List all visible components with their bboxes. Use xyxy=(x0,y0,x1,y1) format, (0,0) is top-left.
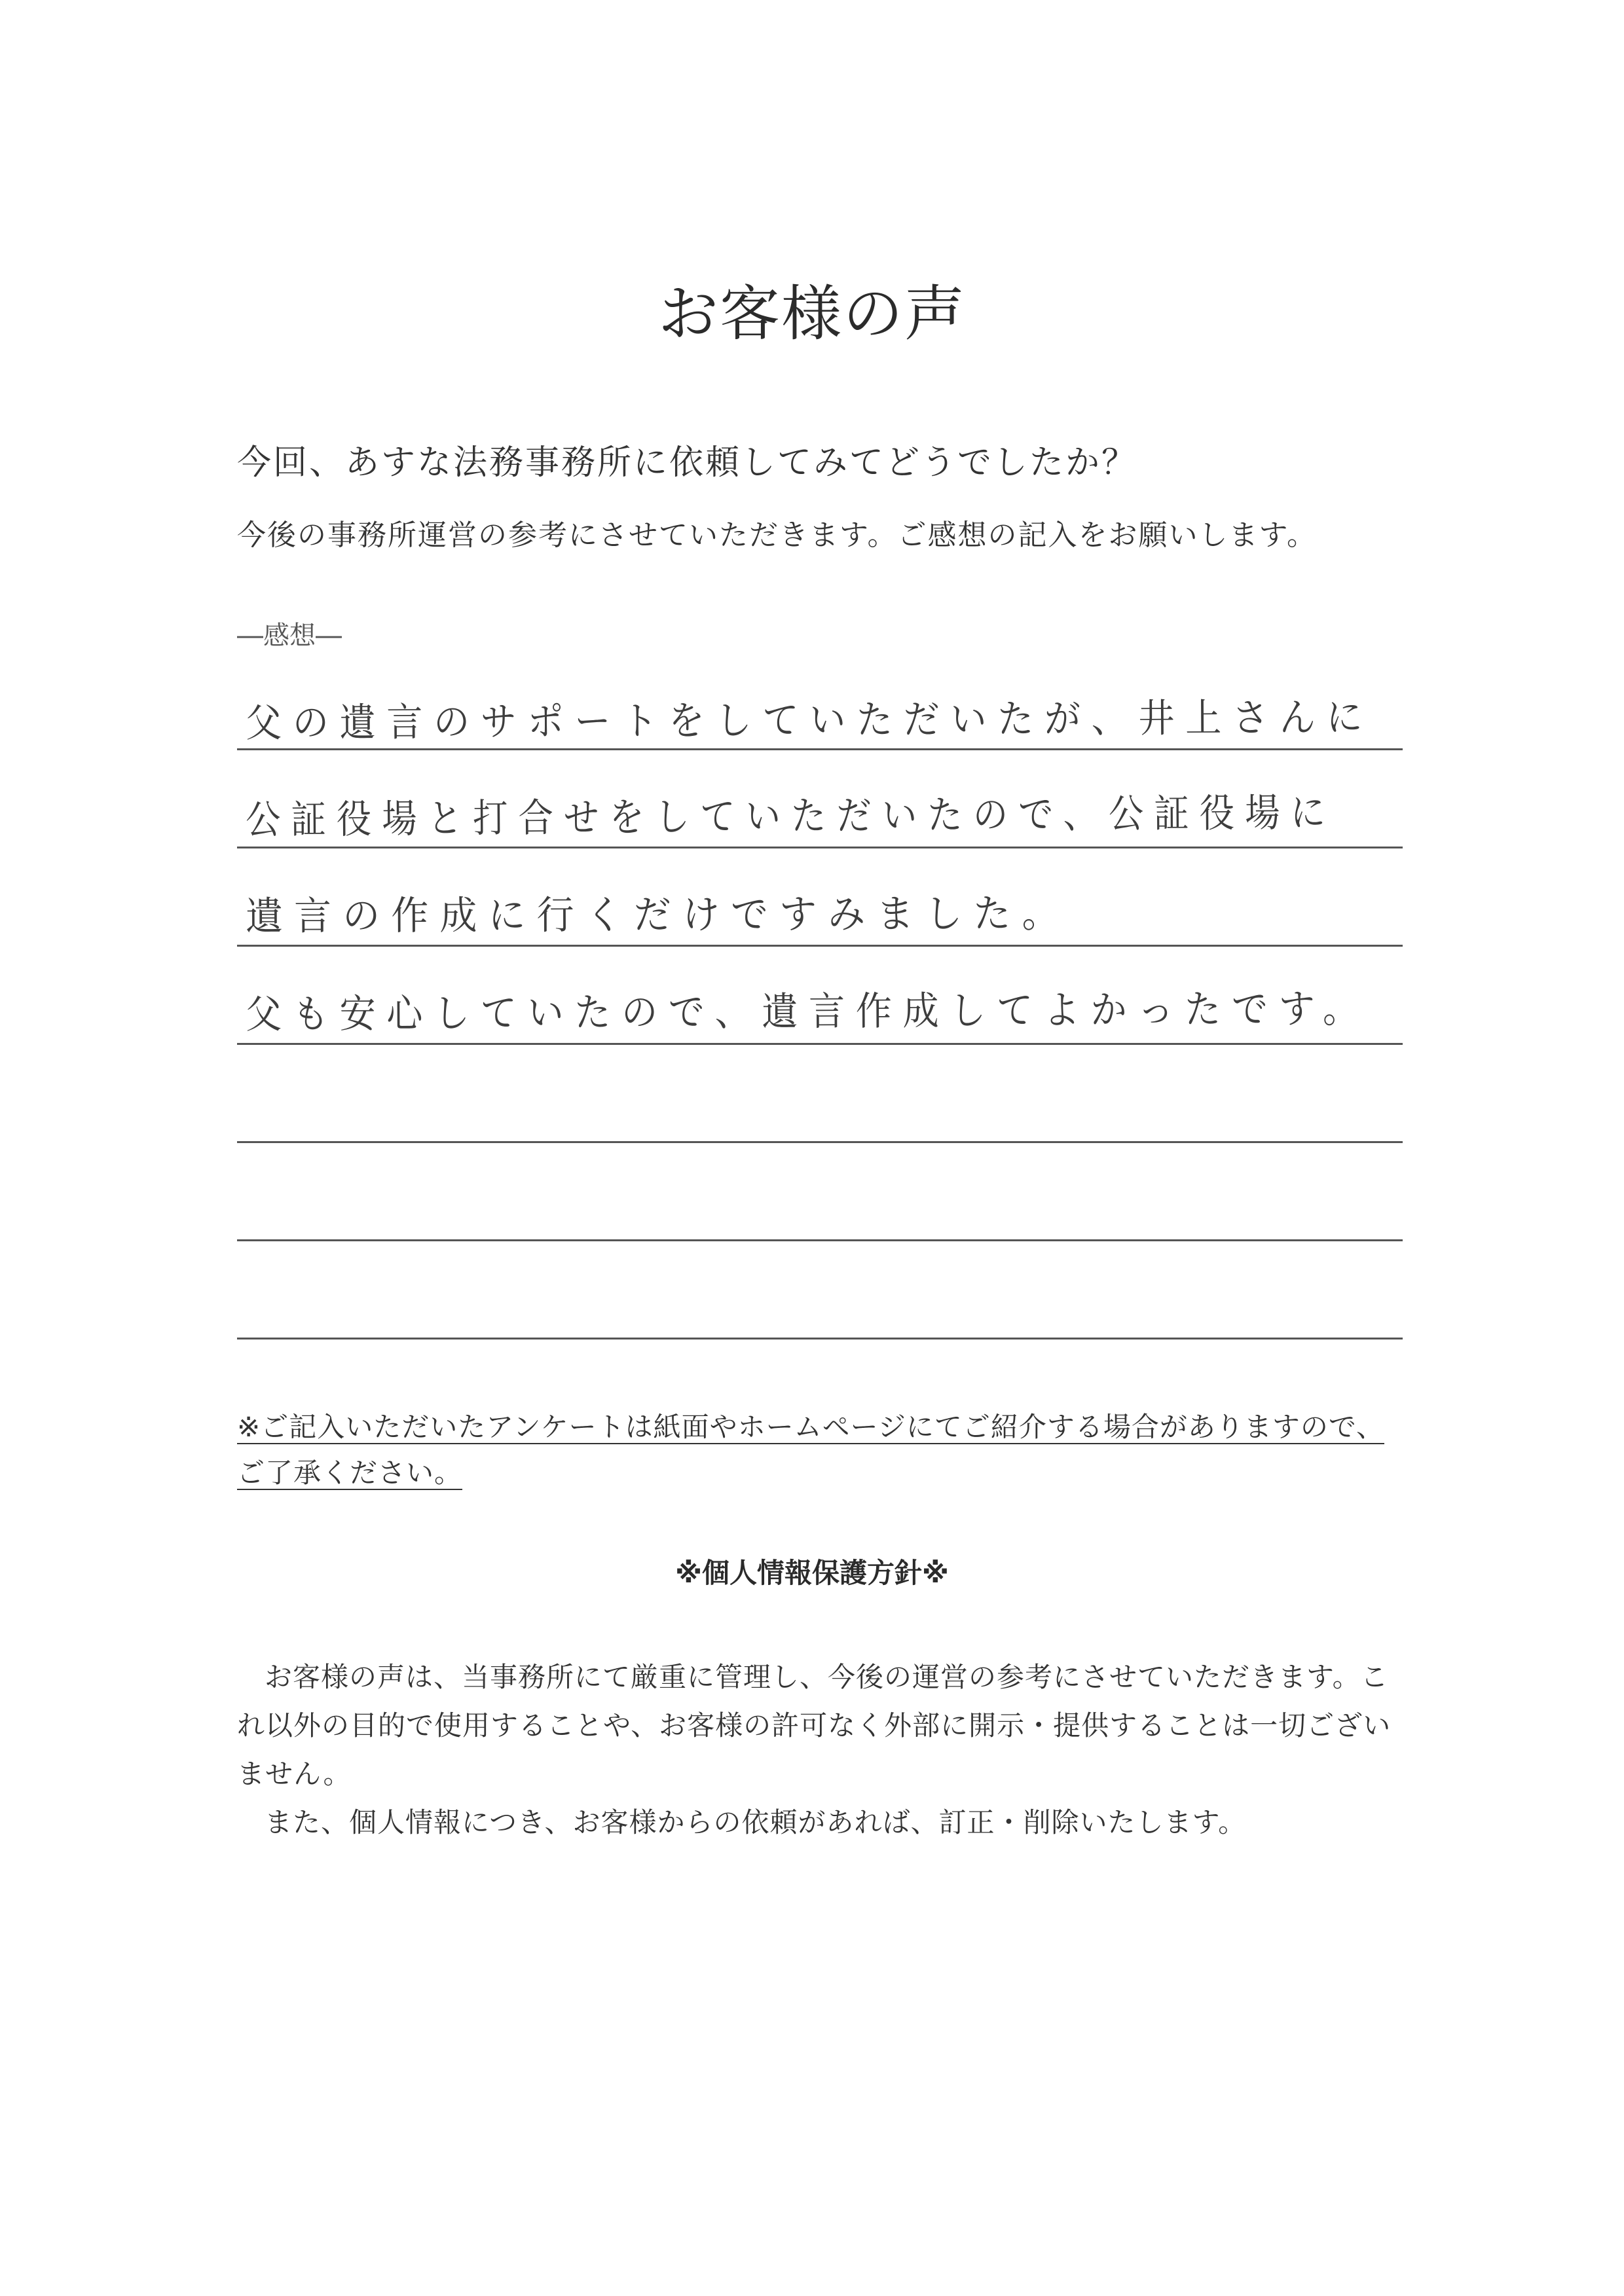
section-label: ―感想― xyxy=(237,621,342,651)
privacy-policy-paragraph: また、個人情報につき、お客様からの依頼があれば、訂正・削除いたします。 xyxy=(265,1806,1247,1838)
page-title: お客様の声 xyxy=(657,279,966,349)
handwritten-line: 遺言の作成に行くだけですみました。 xyxy=(245,890,1071,939)
request-text: 今後の事務所運営の参考にさせていただきます。ご感想の記入をお願いします。 xyxy=(237,519,1317,552)
ruled-line xyxy=(237,1338,1403,1339)
ruled-line xyxy=(237,1239,1403,1241)
ruled-line xyxy=(237,748,1403,750)
handwritten-line: 父の遺言のサポートをしていただいたが、井上さんに xyxy=(245,694,1374,746)
privacy-policy-title: ※個人情報保護方針※ xyxy=(675,1557,949,1589)
ruled-line xyxy=(237,1141,1403,1143)
ruled-line xyxy=(237,945,1403,947)
question-text: 今回、あすな法務事務所に依頼してみてどうでしたか？ xyxy=(237,443,1138,483)
handwritten-line: 父も安心していたので、遺言作成してよかったです。 xyxy=(245,986,1370,1038)
publication-notice-text: ※ご記入いただいたアンケートは紙面やホームページにてご紹介する場合がありますので、ご了承ください。 xyxy=(237,1411,1384,1489)
publication-notice xyxy=(237,1404,1390,1496)
handwritten-line: 公証役場と打合せをしていただいたので、公証役場に xyxy=(245,790,1337,843)
privacy-policy-paragraph: お客様の声は、当事務所にて厳重に管理し、今後の運営の参考にさせていただきます。これ以外の目的で使用することや、お客様の許可なく外部に開示・提供することは一切ございません。 xyxy=(237,1661,1392,1790)
privacy-policy-body xyxy=(237,1653,1409,1847)
ruled-line xyxy=(237,847,1403,848)
ruled-line xyxy=(237,1043,1403,1045)
